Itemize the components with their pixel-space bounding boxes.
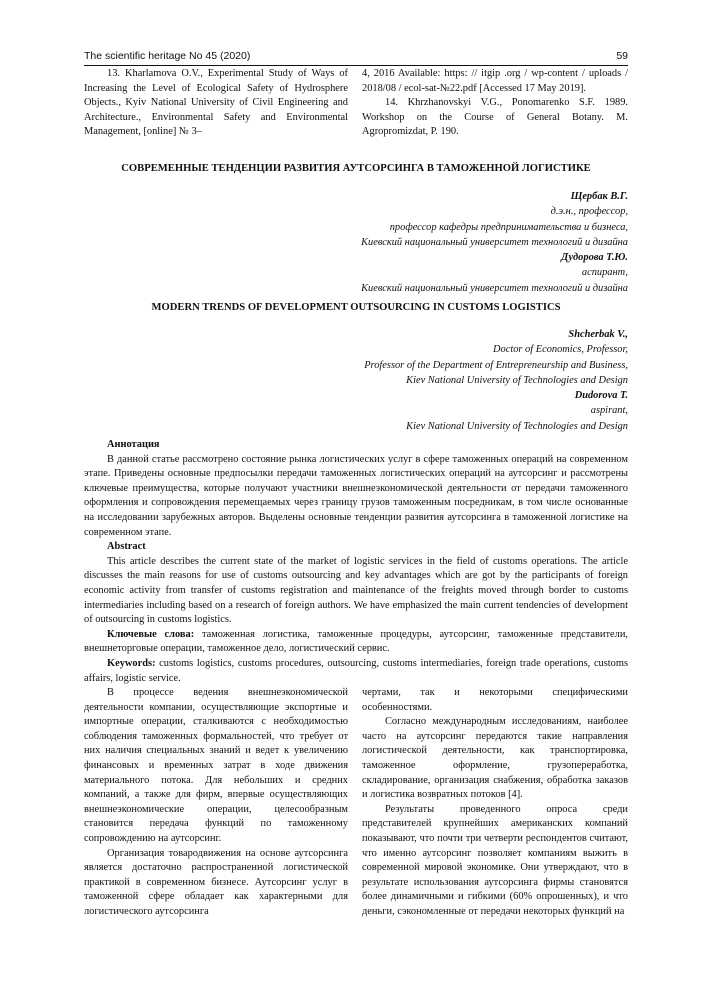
abstract-heading-en: Abstract bbox=[107, 541, 146, 553]
journal-title: The scientific heritage No 45 (2020) bbox=[84, 50, 251, 62]
authors-block-ru bbox=[84, 189, 628, 296]
author2-name-ru: Дудорова Т.Ю. bbox=[561, 252, 628, 264]
keywords-ru bbox=[84, 628, 628, 657]
abstract-heading-ru: Аннотация bbox=[107, 439, 160, 450]
author1-name-ru: Щербак В.Г. bbox=[570, 191, 628, 202]
references-left-column bbox=[84, 67, 348, 140]
author1-affiliation-en: Kiev National University of Technologies and Design bbox=[406, 374, 628, 386]
body-paragraph: Согласно международным исследованиям, наиболее часто на аутсорсинг передаются такие направления логистической деятельности, как транспортировка, таможенное оформление, грузопереработка, складирование, организация снабжения, обработка заказов и логистика возвратных потоков [4]. bbox=[362, 716, 628, 801]
body-paragraph: Результаты проведенного опроса среди представителей крупнейших американских компаний показывают, что почти три четверти респондентов считают, что именно аутсорсинг позволяет компаниям выжить в современной мировой экономике. Они утверждают, что в результате использования аутсорсинга фирмы становятся более динамичными и гибкими (60% опрошенных), и что деньги, сэкономленные от передачи некоторых функций на bbox=[362, 803, 628, 917]
references-right-column bbox=[362, 67, 628, 140]
abstract-text-ru: В данной статье рассмотрено состояние рынка логистических услуг в сфере таможенных операций на современном этапе. Приведены основные предпосылки передачи таможенных логистических операций на аутсорсинг и рассмотрены ключевые преимущества, которые получают участники внешнеэкономической деятельности от передачи таможенного оформления и сопровождения перемещаемых через границу грузов таможенным посредникам, в том числе основанные на исследовании зарубежных авторов. Выделены основные тенденции развития аутсорсинга в таможенной логистике на современном этапе. bbox=[84, 453, 628, 538]
body-left-column bbox=[84, 686, 348, 920]
article-title-ru: СОВРЕМЕННЫЕ ТЕНДЕНЦИИ РАЗВИТИЯ АУТСОРСИНГА В ТАМОЖЕННОЙ ЛОГИСТИКЕ bbox=[121, 163, 591, 174]
article-title-en: MODERN TRENDS OF DEVELOPMENT OUTSOURCING IN CUSTOMS LOGISTICS bbox=[151, 302, 561, 313]
abstracts-section bbox=[84, 438, 628, 686]
body-right-column bbox=[362, 686, 628, 920]
author2-name-en: Dudorova T. bbox=[574, 390, 628, 402]
author1-degree-en: Doctor of Economics, Professor, bbox=[493, 344, 628, 356]
keywords-label-ru: Ключевые слова: bbox=[107, 628, 195, 640]
author1-degree-ru: д.э.н., профессор, bbox=[550, 206, 628, 218]
author1-affiliation-ru: Киевский национальный университет технологий и дизайна bbox=[361, 236, 628, 248]
page-number: 59 bbox=[616, 50, 628, 62]
authors-block-en bbox=[84, 327, 628, 434]
body-paragraph: В процессе ведения внешнеэкономической деятельности компании, осуществляющие экспортные и импортные операции, сталкиваются с необходимостью соблюдения таможенных формальностей, что требует от них наличия специальных знаний и ведет к увеличению финансовых и временных затрат в ходе движения материального потока. Для небольших и средних компаний, а также для фирм, впервые осуществляющих внешнеэкономические операции, целесообразным становится передача функций по таможенному сопровождению на аутсорсинг. bbox=[84, 687, 348, 844]
author2-position-en: aspirant, bbox=[590, 405, 628, 417]
keywords-label-en: Keywords: bbox=[107, 657, 156, 669]
author2-affiliation-en: Kiev National University of Technologies and Design bbox=[406, 420, 628, 432]
author2-position-ru: аспирант, bbox=[581, 267, 628, 279]
author1-position-en: Professor of the Department of Entrepreneurship and Business, bbox=[364, 359, 628, 371]
reference-13-part1: 13. Kharlamova O.V., Experimental Study of Ways of Increasing the Level of Ecological Safety of Hydrosphere Objects., Kyiv National University of Civil Engineering and Architecture., Environmental Safety and Environmental Management, [online] № 3– bbox=[84, 68, 348, 138]
author2-affiliation-ru: Киевский национальный университет технологий и дизайна bbox=[361, 282, 628, 294]
body-paragraph: Организация товародвижения на основе аутсорсинга является достаточно распространенной логистической практикой в современном бизнесе. Аутсорсинг услуг в таможенной сфере обладает как характерными для логистического аутсорсинга bbox=[84, 847, 348, 917]
reference-13-part2: 4, 2016 Available: https: // itgip .org / wp-content / uploads / 2018/08 / ecol-sat-№22.pdf [Accessed 17 May 2019]. bbox=[362, 68, 628, 94]
author1-position-ru: профессор кафедры предпринимательства и бизнеса, bbox=[389, 221, 628, 233]
running-header bbox=[84, 50, 628, 66]
author1-name-en: Shcherbak V., bbox=[568, 329, 628, 340]
body-paragraph: чертами, так и некоторыми специфическими особенностями. bbox=[362, 687, 628, 713]
abstract-text-en: This article describes the current state of the market of logistic services in the field of customs operations. The article discusses the main reasons for use of customs outsourcing and key advantages which are got by the participants of foreign economic activity from transfer of customs registration and maintenance of the freights moved through border to customs intermediaries including based on a research of foreign authors. We have emphasized the main current tendencies of development of outsourcing in customs logistics. bbox=[84, 555, 628, 626]
keywords-text-en: customs logistics, customs procedures, outsourcing, customs intermediaries, foreign trade operations, customs affairs, logistic service. bbox=[84, 657, 628, 684]
reference-14: 14. Khrzhanovskyi V.G., Ponomarenko S.F. 1989. Workshop on the Course of General Botany. M. Agropromizdat, P. 190. bbox=[362, 97, 628, 138]
keywords-text-ru: таможенная логистика, таможенные процедуры, аутсорсинг, таможенные представители, внешнеторговые операции, таможенное дело, логистический сервис. bbox=[84, 628, 628, 655]
keywords-en bbox=[84, 657, 628, 686]
